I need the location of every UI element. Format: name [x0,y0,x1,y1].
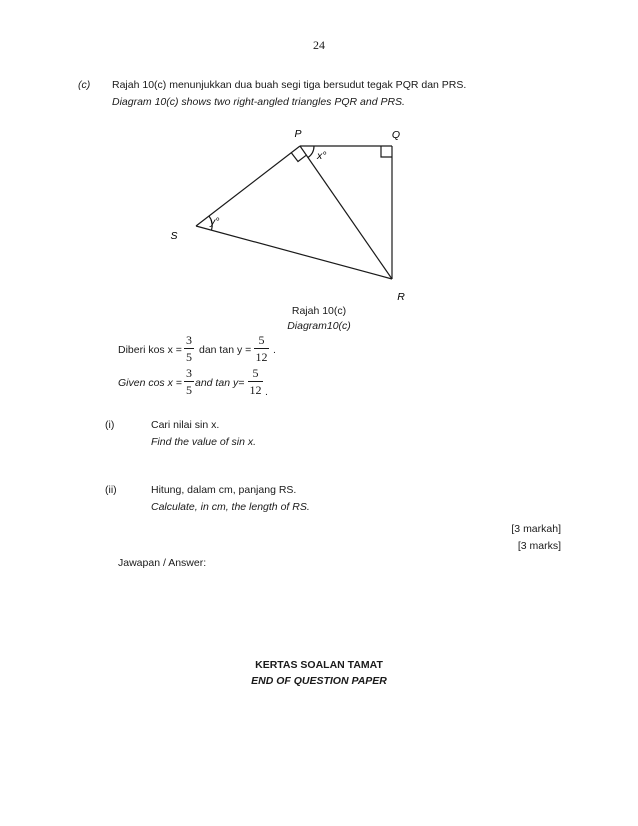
page-number: 24 [313,38,325,52]
given-english-end: . [265,386,268,398]
marks-english: [3 marks] [517,540,561,552]
given-malay-prefix: Diberi kos x = [118,344,182,356]
tan-numerator: 5 [258,333,265,347]
side-pr [300,146,392,279]
question-i-number: (i) [105,419,115,431]
question-ii-malay: Hitung, dalam cm, panjang RS. [151,484,297,496]
label-r: R [397,291,405,303]
tan-denominator: 12 [255,350,268,364]
side-ps [196,146,300,226]
label-s: S [170,230,178,242]
caption-malay: Rajah 10(c) [291,305,347,317]
label-y: y° [210,216,220,228]
tan-fraction-english [248,366,263,397]
cos-numerator: 3 [186,333,192,347]
label-q: Q [391,129,401,141]
given-english-prefix: Given cos x = [118,377,182,389]
cos-fraction-malay [184,333,194,364]
label-x: x° [317,150,327,162]
tan-numerator: 5 [252,366,259,380]
angle-arc-x [308,146,314,158]
caption-english: Diagram10(c) [287,320,351,332]
intro-english: Diagram 10(c) shows two right-angled triangles PQR and PRS. [112,96,405,108]
given-malay-end: . [273,344,276,356]
part-label: (c) [78,79,91,91]
answer-label: Jawapan / Answer: [118,557,207,569]
end-english: END OF QUESTION PAPER [251,675,387,687]
question-i-english: Find the value of sin x. [151,436,257,448]
right-angle-q [381,146,392,157]
end-malay: KERTAS SOALAN TAMAT [255,659,383,671]
label-p: P [294,128,302,140]
right-angle-p [291,153,307,162]
question-i-malay: Cari nilai sin x. [151,419,220,431]
cos-denominator: 5 [186,383,192,397]
question-ii-number: (ii) [105,484,117,496]
side-sr [196,226,392,279]
intro-malay: Rajah 10(c) menunjukkan dua buah segi tiga bersudut tegak PQR dan PRS. [112,79,467,91]
question-ii-english: Calculate, in cm, the length of RS. [151,501,310,513]
cos-numerator: 3 [186,366,192,380]
given-malay-mid: dan tan y = [199,344,252,356]
cos-fraction-english [184,366,194,397]
marks-malay: [3 markah] [511,523,561,535]
triangle-diagram [0,0,638,320]
tan-denominator: 12 [249,383,262,397]
cos-denominator: 5 [186,350,192,364]
given-english-mid: and tan y= [195,377,245,389]
tan-fraction-malay [254,333,269,364]
